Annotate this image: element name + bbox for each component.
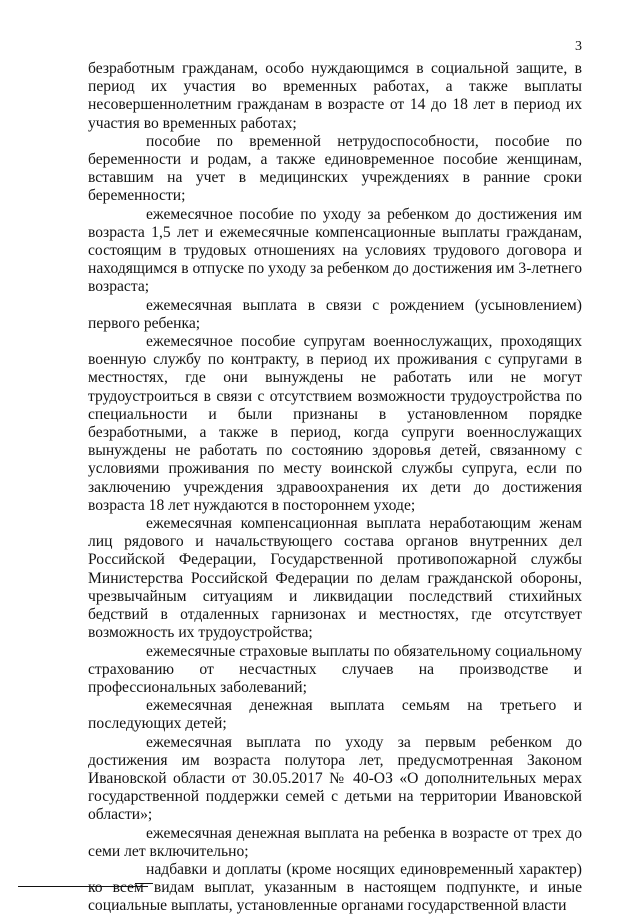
paragraph-first-child-care-payment: ежемесячная выплата по уходу за первым ребенком до достижения им возраста полутора лет, предусмотренная Законом Ивановской области от 30.05.2017 № 40-ОЗ «О дополнительных мерах государственной поддержки семей с детьми на территории Ивановской области»; [88,733,582,824]
paragraph-insurance-payments: ежемесячные страховые выплаты по обязательному социальному страхованию от несчастных случаев на производстве и профессиональных заболеваний; [88,642,582,696]
body-text [88,60,582,916]
paragraph-unemployed-payments: безработным гражданам, особо нуждающимся в социальной защите, в период их участия во временных работах, а также выплаты несовершеннолетним гражданам в возрасте от 14 до 18 лет в период их участия во временных работах; [88,60,582,132]
paragraph-third-child-payment: ежемесячная денежная выплата семьям на третьего и последующих детей; [88,697,582,733]
paragraph-disability-benefit: пособие по временной нетрудоспособности, пособие по беременности и родам, а также единовременное пособие женщинам, вставшим на учет в медицинских учреждениях в ранние сроки беременности; [88,132,582,205]
paragraph-military-spouse-benefit: ежемесячное пособие супругам военнослужащих, проходящих военную службу по контракту, в период их проживания с супругами в местностях, где они вынуждены не работать или не могут трудоустроиться в связи с отсутствием возможности трудоустройства по специальности и были признаны в установленном порядке безработными, а также в период, когда супруги военнослужащих вынуждены не работать по состоянию здоровья детей, связанному с условиями проживания по месту воинской службы супруга, если по заключению учреждения здравоохранения их дети до достижения возраста 18 лет нуждаются в постороннем уходе; [88,333,582,514]
footnote-rule-mark [135,883,153,884]
paragraph-childcare-benefit: ежемесячное пособие по уходу за ребенком до достижения им возраста 1,5 лет и ежемесячные компенсационные выплаты гражданам, состоящим в трудовых отношениях на условиях трудового договора и находящимся в отпуске по уходу за ребенком до достижения им 3-летнего возраста; [88,205,582,296]
paragraph-first-child-payment: ежемесячная выплата в связи с рождением (усыновлением) первого ребенка; [88,296,582,332]
footnote-rule [18,886,148,887]
paragraph-three-to-seven-payment: ежемесячная денежная выплата на ребенка в возрасте от трех до семи лет включительно; [88,824,582,860]
paragraph-supplements: надбавки и доплаты (кроме носящих единовременный характер) ко всем видам выплат, указанным в настоящем подпункте, и иные социальные выплаты, установленные органами государственной власти [88,860,582,915]
page-number: 3 [575,39,582,54]
paragraph-police-wives-compensation: ежемесячная компенсационная выплата неработающим женам лиц рядового и начальствующего состава органов внутренних дел Российской Федерации, Государственной противопожарной службы Министерства Российской Федерации по делам гражданской обороны, чрезвычайным ситуациям и ликвидации последствий стихийных бедствий в отдаленных гарнизонах и местностях, где отсутствует возможность их трудоустройства; [88,515,582,642]
